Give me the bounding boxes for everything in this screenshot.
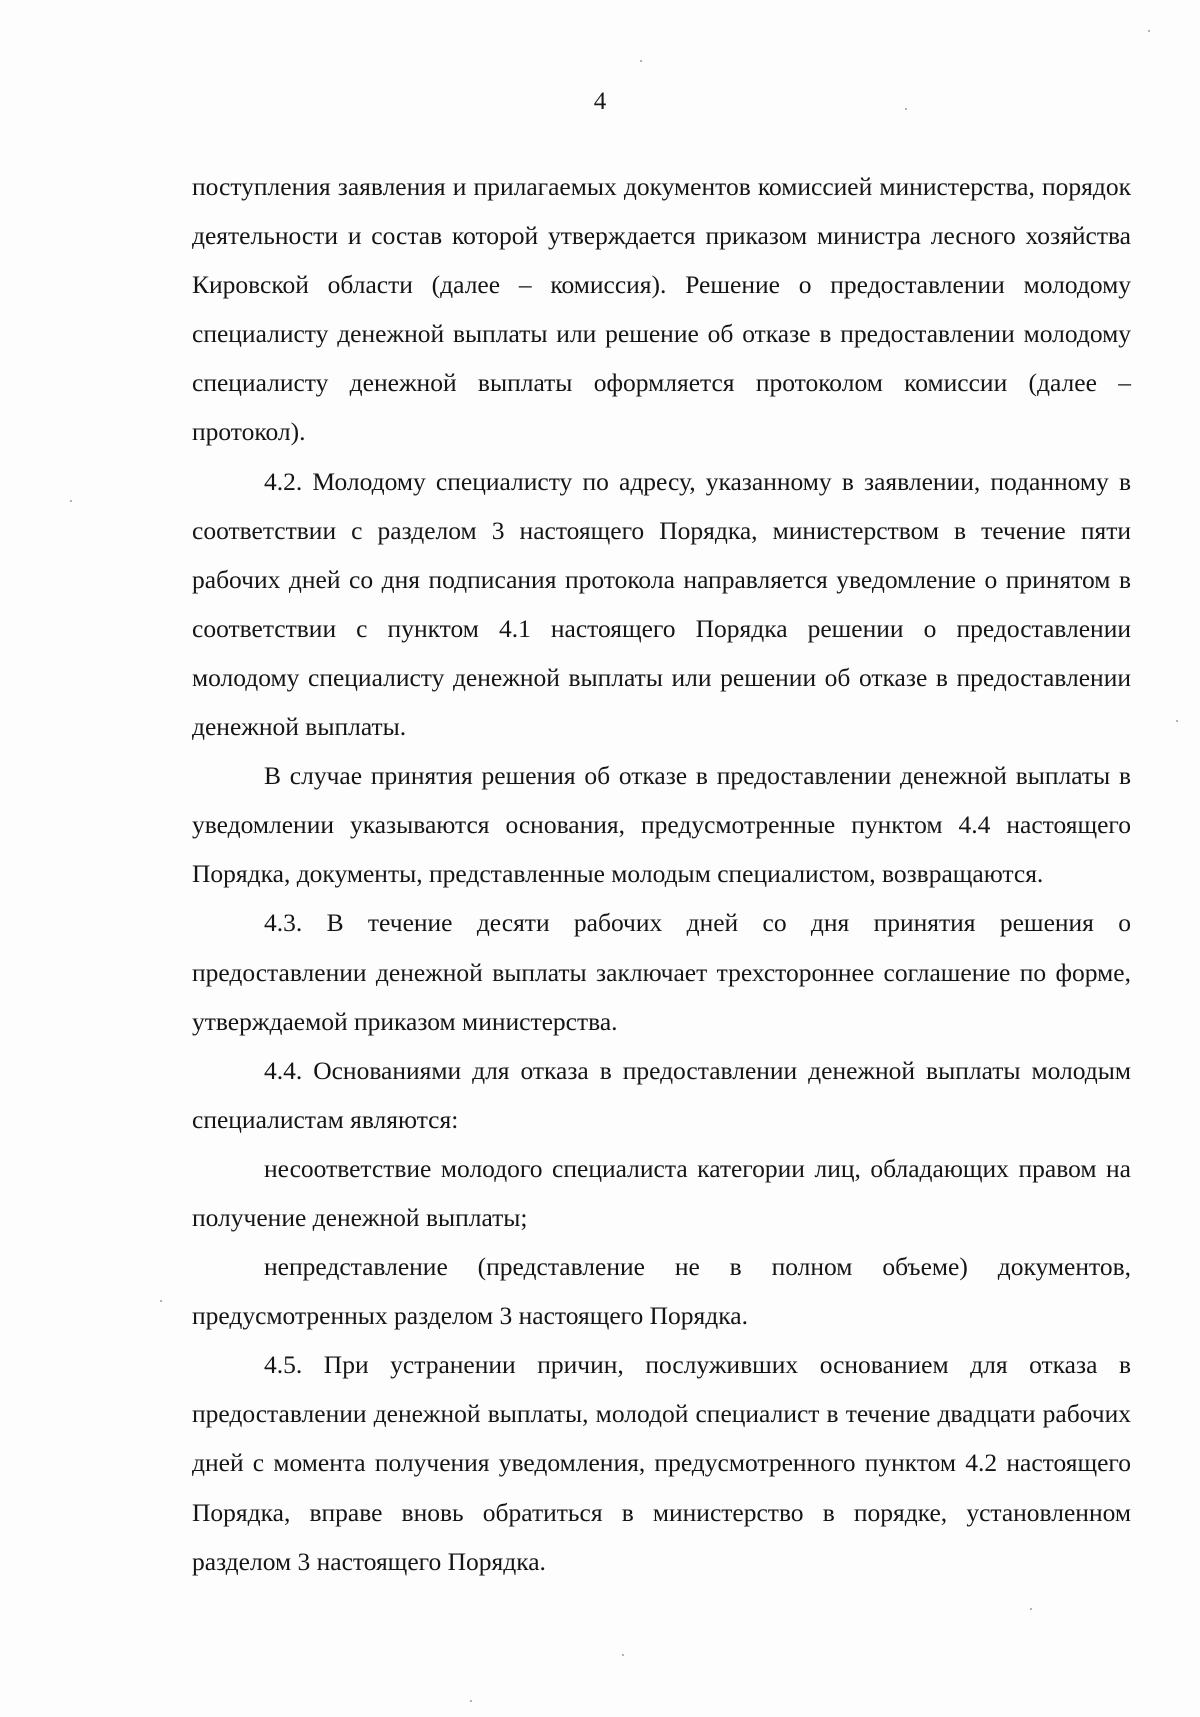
scan-speck <box>160 1300 162 1302</box>
paragraph-4-4: 4.4. Основаниями для отказа в предоставлении денежной выплаты молодым специалистам являются: <box>192 1055 1131 1134</box>
paragraph-4-1-continuation: поступления заявления и прилагаемых документов комиссией министерства, порядок деятельности и состав которой утверждается приказом министра лесного хозяйства Кировской области (далее – комиссия). Решение о предоставлении молодому специалисту денежной выплаты или решение об отказе в предоставлении молодому специалисту денежной выплаты оформляется протоколом комиссии (далее – протокол). <box>192 172 1131 447</box>
scan-speck <box>470 1700 472 1702</box>
scan-speck <box>622 1654 624 1656</box>
scan-speck <box>1030 1608 1032 1610</box>
paragraph-4-4-ground-2: непредставление (представление не в полном объеме) документов, предусмотренных разделом 3 настоящего Порядка. <box>192 1252 1131 1331</box>
scan-speck <box>905 108 907 110</box>
scan-speck <box>70 500 72 502</box>
paragraph-4-2: 4.2. Молодому специалисту по адресу, указанному в заявлении, поданному в соответствии с разделом 3 настоящего Порядка, министерством в течение пяти рабочих дней со дня подписания протокола направляется уведомление о принятом в соответствии с пунктом 4.1 настоящего Порядка решении о предоставлении молодому специалисту денежной выплаты или решении об отказе в предоставлении денежной выплаты. <box>192 466 1131 742</box>
scan-speck <box>1148 30 1150 32</box>
scan-speck <box>1176 720 1178 722</box>
paragraph-refusal-notice: В случае принятия решения об отказе в предоставлении денежной выплаты в уведомлении указываются основания, предусмотренные пунктом 4.4 настоящего Порядка, документы, представленные молодым специалистом, возвращаются. <box>192 761 1131 889</box>
paragraph-4-5: 4.5. При устранении причин, послуживших основанием для отказа в предоставлении денежной выплаты, молодой специалист в течение двадцати рабочих дней с момента получения уведомления, предусмотренного пунктом 4.2 настоящего Порядка, вправе вновь обратиться в министерство в порядке, установленном разделом 3 настоящего Порядка. <box>192 1350 1131 1576</box>
paragraph-4-4-ground-1: несоответствие молодого специалиста категории лиц, обладающих правом на получение денежной выплаты; <box>192 1153 1131 1232</box>
paragraph-4-3: 4.3. В течение десяти рабочих дней со дня принятия решения о предоставлении денежной выплаты заключает трехстороннее соглашение по форме, утверждаемой приказом министерства. <box>192 908 1131 1036</box>
scan-speck <box>640 60 642 62</box>
page-number: 4 <box>593 88 607 115</box>
document-body <box>192 162 1131 1586</box>
